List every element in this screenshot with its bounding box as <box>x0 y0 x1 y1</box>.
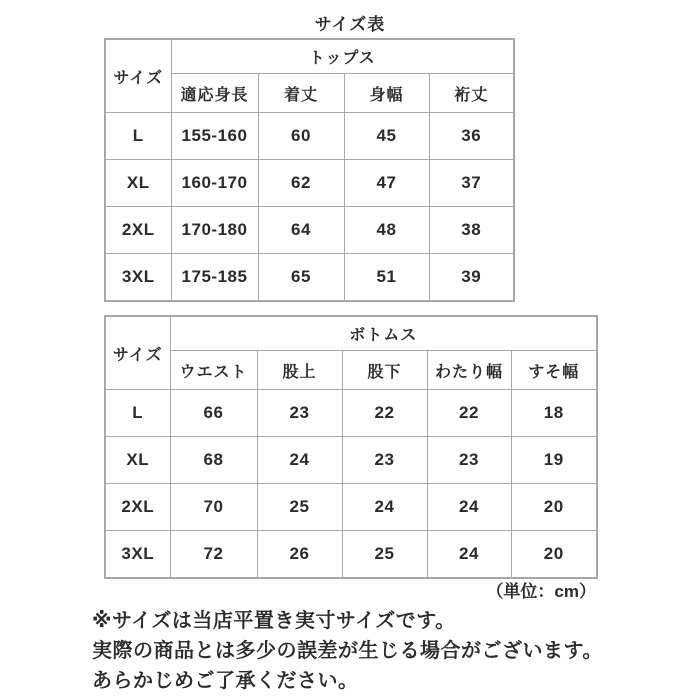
size-cell: 3XL <box>105 254 171 302</box>
size-cell: 2XL <box>105 484 170 531</box>
value-cell: 25 <box>257 484 342 531</box>
value-cell: 45 <box>344 113 429 160</box>
value-cell: 20 <box>511 484 597 531</box>
value-cell: 72 <box>170 531 257 579</box>
value-cell: 47 <box>344 160 429 207</box>
bottoms-column-header: わたり幅 <box>427 351 511 390</box>
value-cell: 175-185 <box>171 254 258 302</box>
value-cell: 65 <box>258 254 344 302</box>
value-cell: 23 <box>257 390 342 437</box>
tops-table-row <box>105 113 514 160</box>
bottoms-size-table <box>104 315 598 579</box>
size-cell: 3XL <box>105 531 170 579</box>
value-cell: 20 <box>511 531 597 579</box>
size-cell: L <box>105 390 170 437</box>
note-line: 実際の商品とは多少の誤差が生じる場合がございます。 <box>92 640 603 662</box>
value-cell: 24 <box>427 484 511 531</box>
page-title: サイズ表 <box>314 15 386 34</box>
size-cell: XL <box>105 437 170 484</box>
value-cell: 68 <box>170 437 257 484</box>
value-cell: 23 <box>427 437 511 484</box>
bottoms-subheader-row <box>105 351 597 390</box>
bottoms-column-header: 股下 <box>342 351 427 390</box>
note-line: ※サイズは当店平置き実寸サイズです。 <box>92 610 456 632</box>
note-line: あらかじめご了承ください。 <box>92 670 359 692</box>
size-cell: 2XL <box>105 207 171 254</box>
value-cell: 22 <box>342 390 427 437</box>
value-cell: 19 <box>511 437 597 484</box>
size-cell: XL <box>105 160 171 207</box>
value-cell: 160-170 <box>171 160 258 207</box>
bottoms-header-row <box>105 316 597 351</box>
value-cell: 37 <box>429 160 514 207</box>
tops-size-column-header: サイズ <box>105 39 171 113</box>
tops-table-row <box>105 254 514 302</box>
value-cell: 70 <box>170 484 257 531</box>
tops-table-row <box>105 207 514 254</box>
value-cell: 170-180 <box>171 207 258 254</box>
value-cell: 36 <box>429 113 514 160</box>
bottoms-size-column-header: サイズ <box>105 316 170 390</box>
tops-header-row <box>105 39 514 74</box>
value-cell: 26 <box>257 531 342 579</box>
value-cell: 155-160 <box>171 113 258 160</box>
value-cell: 24 <box>427 531 511 579</box>
value-cell: 62 <box>258 160 344 207</box>
value-cell: 38 <box>429 207 514 254</box>
size-notes <box>92 606 652 696</box>
value-cell: 66 <box>170 390 257 437</box>
tops-column-header: 着丈 <box>258 74 344 113</box>
bottoms-table-row <box>105 531 597 579</box>
value-cell: 22 <box>427 390 511 437</box>
tops-table-row <box>105 160 514 207</box>
unit-note: （単位：cm） <box>486 582 596 601</box>
tops-size-table <box>104 38 515 302</box>
value-cell: 24 <box>257 437 342 484</box>
bottoms-table-row <box>105 437 597 484</box>
bottoms-column-header: すそ幅 <box>511 351 597 390</box>
bottoms-group-header: ボトムス <box>170 316 597 351</box>
value-cell: 39 <box>429 254 514 302</box>
value-cell: 25 <box>342 531 427 579</box>
tops-column-header: 適応身長 <box>171 74 258 113</box>
bottoms-column-header: ウエスト <box>170 351 257 390</box>
value-cell: 18 <box>511 390 597 437</box>
bottoms-table-row <box>105 390 597 437</box>
value-cell: 24 <box>342 484 427 531</box>
value-cell: 51 <box>344 254 429 302</box>
tops-group-header: トップス <box>171 39 514 74</box>
size-cell: L <box>105 113 171 160</box>
value-cell: 60 <box>258 113 344 160</box>
bottoms-table-row <box>105 484 597 531</box>
value-cell: 23 <box>342 437 427 484</box>
value-cell: 48 <box>344 207 429 254</box>
bottoms-column-header: 股上 <box>257 351 342 390</box>
tops-column-header: 身幅 <box>344 74 429 113</box>
tops-column-header: 裄丈 <box>429 74 514 113</box>
value-cell: 64 <box>258 207 344 254</box>
